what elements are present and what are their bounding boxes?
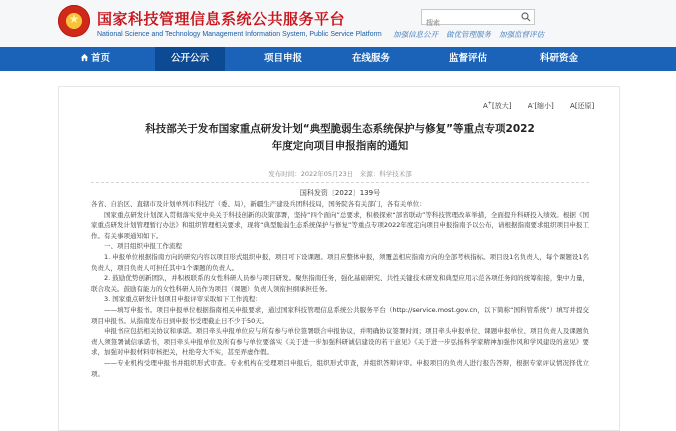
home-icon — [80, 53, 89, 62]
nav-item-apply[interactable]: 项目申报 — [263, 53, 302, 64]
search-box[interactable] — [421, 9, 535, 25]
article-title-line1: 科技部关于发布国家重点研发计划“典型脆弱生态系统保护与修复”等重点专项2022 — [145, 123, 535, 135]
nav-item-label: 首页 — [90, 53, 110, 64]
paragraph: 各省、自治区、直辖市及计划单列市科技厅（委、局），新疆生产建设兵团科技局，国务院各有关部门，各有关单位： — [91, 200, 426, 208]
paragraph: 2. 鼓励优势创新团队，并积极联系的女性科研人员参与项目研发。聚焦指南任务，强化基础研究、共性关键技术研发和典型应用示范各项任务间的统筹衔接，集中力量，联合攻关。鼓励有能力的女性科研人员作为项目（课题）负责人领衔担纲承担任务。 — [91, 274, 589, 293]
divider — [91, 182, 589, 183]
slogan-item: 做优管理服务 — [446, 30, 491, 39]
nav-item-funding[interactable]: 科研资金 — [539, 53, 578, 64]
nav-item-supervision[interactable]: 监督评估 — [448, 53, 487, 64]
font-shrink-button[interactable]: A-[缩小] — [527, 101, 554, 111]
site-title[interactable]: 国家科技管理信息系统公共服务平台 — [97, 10, 346, 28]
nav-item-home[interactable] — [68, 47, 122, 71]
paragraph: 一、项目组织申报工作流程 — [104, 242, 182, 251]
nav-item-public[interactable]: 公开公示 — [155, 47, 225, 71]
national-emblem-icon[interactable] — [58, 5, 90, 37]
paragraph: 国家重点研发计划深入贯彻落实党中央关于科技创新的决策部署，坚持“四个面向”总要求，积极探索“部省联动”等科技管理改革举措，全面提升科研投入绩效。根据《国家重点研发计划管理暂行办法》和组织管理相关要求，现将“典型脆弱生态系统保护与修复”等重点专项2022年度定向项目申报指南予以公布，请根据指南要求组织项目申报工作。有关事项通知如下。 — [91, 210, 589, 240]
font-size-controls — [483, 101, 608, 111]
site-header — [0, 0, 676, 47]
search-icon[interactable] — [521, 12, 531, 22]
article-title-line2: 年度定向项目申报指南的通知 — [271, 140, 409, 152]
paragraph: 3. 国家重点研发计划项目申报评审采取如下工作流程： — [104, 295, 262, 304]
article-body — [91, 199, 589, 379]
document-number: 国科发资〔2022〕139号 — [299, 189, 381, 197]
font-reset-button[interactable]: A[还原] — [570, 102, 595, 111]
paragraph: ——填写申报书。项目申报单位根据指南相关申报要求，通过国家科技管理信息系统公共服务平台（http://service.most.gov.cn，以下简称“国科管系统”）填写并提交项目申报书。从指南发布日到申报书受理截止日不少于50天。 — [91, 305, 589, 325]
nav-item-online-service[interactable]: 在线服务 — [351, 53, 390, 64]
font-enlarge-button[interactable]: A+[放大] — [483, 101, 512, 111]
font-reset-label: [还原] — [574, 102, 595, 111]
slogan-item: 加强监督评估 — [499, 30, 544, 39]
paragraph: 1. 申报单位根据指南方向的研究内容以项目形式组织申报，项目可下设课题。项目应整体申报，须覆盖相应指南方向的全部考核指标。项目设1名负责人，每个课题设1名负责人，项目负责人可担任其中1个课题的负责人。 — [91, 252, 589, 272]
font-shrink-label: [缩小] — [534, 102, 554, 111]
article-card — [58, 86, 620, 431]
site-subtitle: National Science and Technology Management Information System, Public Service Platform — [97, 31, 382, 38]
slogans — [393, 29, 633, 40]
search-input[interactable] — [422, 16, 518, 30]
main-nav — [0, 47, 676, 71]
article-meta: 发布时间：2022年05月23日 来源：科学技术部 — [268, 170, 412, 178]
paragraph: 申报书应包括相关协议和承诺。项目牵头申报单位应与所有参与单位签署联合申报协议，并明确协议签署时间；项目牵头申报单位、课题申报单位、项目负责人及课题负责人须签署诚信承诺书，项目牵头申报单位及所有参与单位要落实《关于进一步加强科研诚信建设的若干意见》《关于进一步弘扬科学家精神加强作风和学风建设的意见》要求，加强对申报材料审核把关，杜绝夸大不实，甚至弄虚作假。 — [91, 327, 589, 357]
paragraph: ——专业机构受理申报书并组织形式审查。专业机构在受理项目申报后，组织形式审查，并组织答辩评审。申报项目的负责人进行报告答辩，根据专家评议情况择优立项。 — [91, 358, 589, 378]
slogan-item: 加强信息公开 — [393, 30, 438, 39]
font-enlarge-label: [放大] — [492, 102, 512, 111]
